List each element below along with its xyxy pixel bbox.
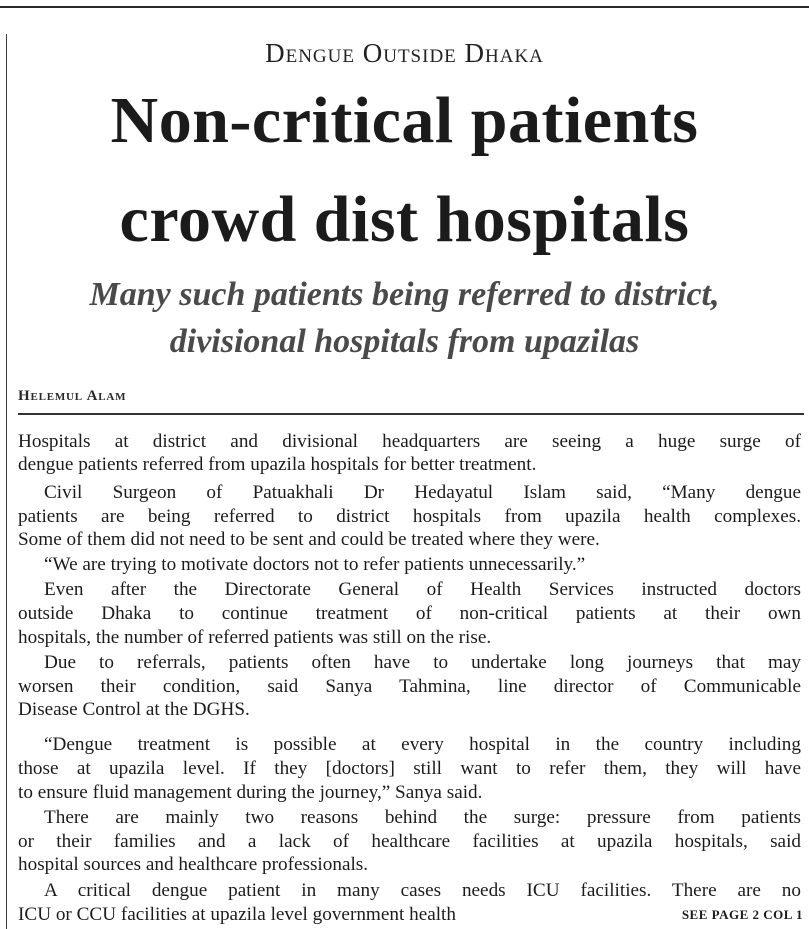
body-line: outside Dhaka to continue treatment of non-critical patients at their own (18, 604, 801, 624)
top-rule (0, 6, 809, 8)
body-line: hospitals, the number of referred patients was still on the rise. (18, 628, 492, 648)
body-final-line: ICU or CCU facilities at upazila level government health (18, 904, 456, 925)
body-line: A critical dengue patient in many cases needs ICU facilities. There are no (44, 881, 801, 901)
body-line: patients are being referred to district hospitals from upazila health complexes. (18, 507, 801, 527)
body-line: dengue patients referred from upazila hospitals for better treatment. (18, 455, 537, 475)
body-line: Disease Control at the DGHS. (18, 700, 250, 720)
subheadline-line-1: Many such patients being referred to district, (89, 276, 720, 313)
body-line: “We are trying to motivate doctors not to refer patients unnecessarily.” (44, 555, 586, 575)
body-line: Due to referrals, patients often have to undertake long journeys that may (44, 653, 801, 673)
column-rule (6, 34, 7, 929)
body-line: “Dengue treatment is possible at every hospital in the country including (44, 735, 801, 755)
body-line: hospital sources and healthcare professionals. (18, 855, 369, 875)
byline-rule (18, 413, 804, 415)
body-line: Civil Surgeon of Patuakhali Dr Hedayatul Islam said, “Many dengue (44, 483, 801, 503)
subheadline-line-2: divisional hospitals from upazilas (169, 323, 640, 360)
body-line: those at upazila level. If they [doctors] still want to refer them, they will have (18, 759, 801, 779)
body-line: There are mainly two reasons behind the surge: pressure from patients (44, 808, 801, 828)
continuation-jump-link: SEE PAGE 2 COL 1 (681, 907, 803, 922)
body-line: worsen their condition, said Sanya Tahmina, line director of Communicable (18, 677, 801, 697)
body-line: to ensure fluid management during the journey,” Sanya said. (18, 783, 483, 803)
body-line: Even after the Directorate General of Health Services instructed doctors (44, 580, 801, 600)
headline-line-2: crowd dist hospitals (119, 183, 690, 256)
body-line: or their families and a lack of healthcare facilities at upazila hospitals, said (18, 832, 801, 852)
byline: Helemul Alam (18, 388, 127, 404)
headline-line-1: Non-critical patients (110, 84, 699, 157)
kicker: Dengue Outside Dhaka (265, 38, 544, 68)
body-line: Some of them did not need to be sent and could be treated where they were. (18, 530, 600, 550)
body-line: Hospitals at district and divisional headquarters are seeing a huge surge of (18, 432, 801, 452)
